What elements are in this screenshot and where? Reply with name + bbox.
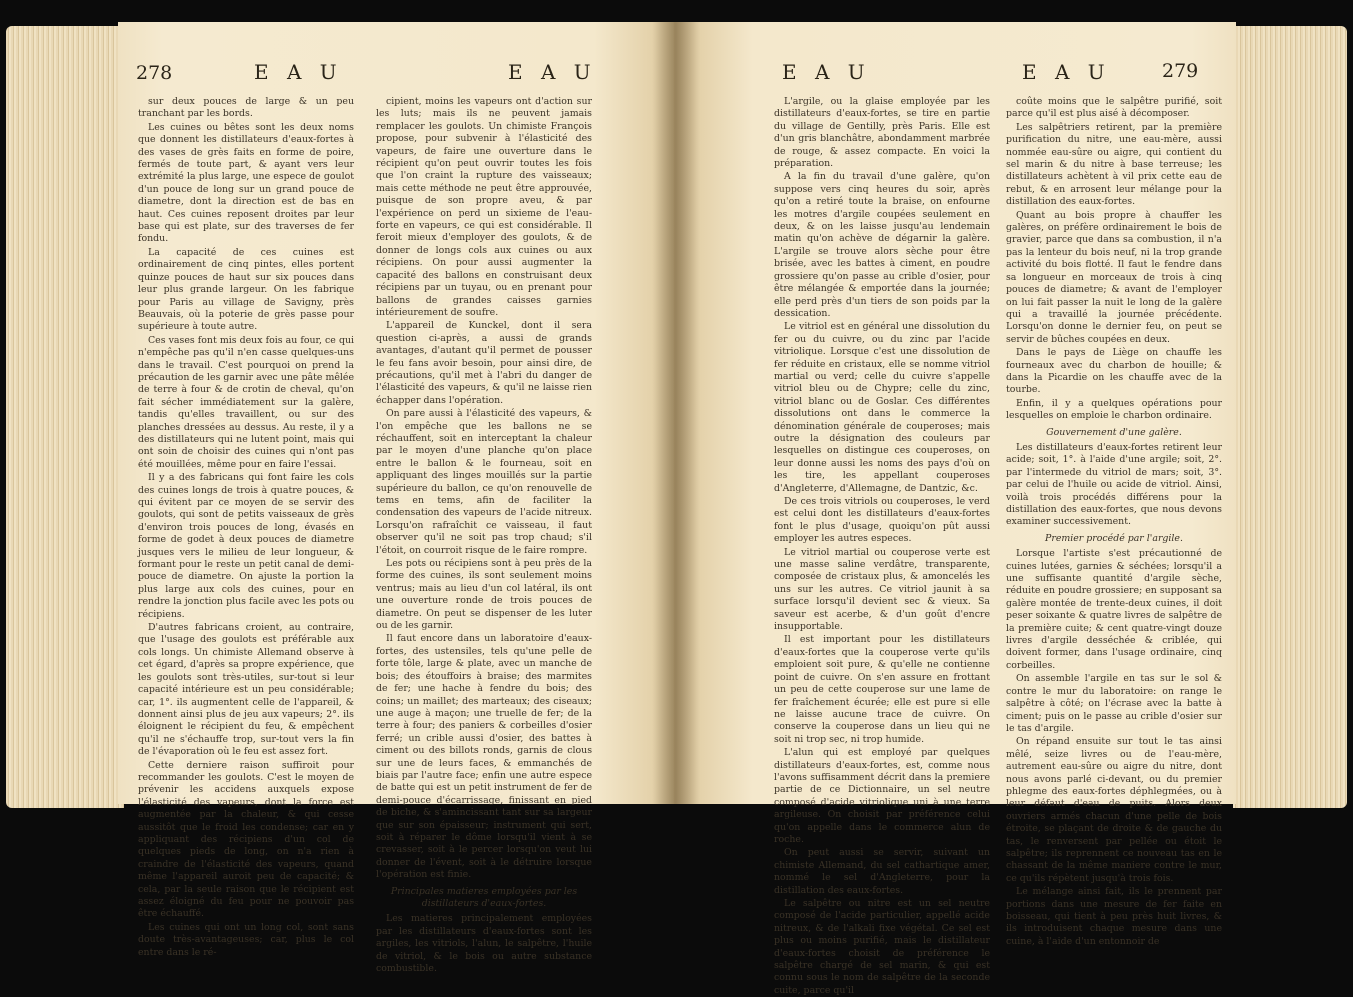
section-subheading: Gouvernement d'une galère. [1046, 426, 1182, 438]
paragraph: Il faut encore dans un laboratoire d'eaux-fortes, des ustensiles, tels qu'une pelle de forte tôle, large & plate, avec un manche de bois; des étouffoirs à braise; des marmites de fer; une hache à fendre du bois; des coins; un maillet; des marteaux; des ciseaux; une auge à maçon; une truelle de fer; de la terre à four; des paniers & corbeilles d'osier ferré; un crible aussi d'osier, des battes à ciment ou des billots ronds, garnis de clous sur une de leurs faces, & emmanchés de biais par l'autre face; enfin une autre espece de batte qui est un petit instrument de fer de demi-pouce d'écarrissage, finissant en pied de biche, & s'amincissant tant sur sa largeur que sur son épaisseur; instrument qui sert, soit à réparer le dôme lorsqu'il vient à se crevasser, soit à le percer lorsqu'on veut lui donner de l'évent, soit à le détruire lorsque l'opération est finie. [376, 633, 592, 881]
paragraph: Dans le pays de Liège on chauffe les fourneaux avec du charbon de houille; & dans la Picardie on les chauffe avec de la tourbe. [1006, 347, 1222, 396]
paragraph: coûte moins que le salpêtre purifié, soit parce qu'il est plus aisé à décomposer. [1006, 96, 1222, 120]
paragraph: L'argile, ou la glaise employée par les distillateurs d'eaux-fortes, se tire en partie du village de Gentilly, près Paris. Elle est d'un gris blanchâtre, abondamment marbrée de rouge, & assez compacte. En voici la préparation. [774, 96, 990, 170]
right-page-edges [1233, 26, 1347, 808]
paragraph: Il est important pour les distillateurs d'eaux-fortes que la couperose verte qu'ils emploient soit pure, & qu'elle ne contienne point de cuivre. On s'en assure en frottant un peu de cette couperose sur une lame de fer fraîchement écurée; elle est pure si elle ne laisse aucune trace de cuivre. On conserve la couperose dans un lieu qui ne soit ni trop sec, ni trop humide. [774, 634, 990, 745]
paragraph: D'autres fabricans croient, au contraire, que l'usage des goulots est préférable aux cols longs. Un chimiste Allemand observe à cet égard, d'après sa propre expérience, que les goulots sont très-utiles, sur-tout si leur capacité intérieure est un peu considérable; car, 1°. ils augmentent celle de l'appareil, & donnent ainsi plus de jeu aux vapeurs; 2°. ils éloignent le récipient du feu, & empêchent qu'il ne s'échauffe trop, sur-tout vers la fin de l'évaporation où le feu est assez fort. [138, 622, 354, 758]
left-page-header [136, 60, 656, 84]
right-page-column-1 [774, 96, 990, 996]
paragraph: Les pots ou récipiens sont à peu près de la forme des cuines, ils sont seulement moins ventrus; mais au lieu d'un col latéral, ils ont une ouverture ronde de trois pouces de diametre. On peut se dispenser de les luter ou de les garnir. [376, 558, 592, 632]
left-page-column-1 [138, 96, 354, 958]
paragraph: On assemble l'argile en tas sur le sol & contre le mur du laboratoire: on range le salpêtre à côté; on l'écrase avec la batte à ciment; puis on le passe au crible d'osier sur le tas d'argile. [1006, 673, 1222, 734]
running-head-left-1: E A U [254, 60, 343, 84]
paragraph: De ces trois vitriols ou couperoses, le verd est celui dont les distillateurs d'eaux-fortes font le plus d'usage, quoiqu'on pût aussi employer les autres especes. [774, 496, 990, 545]
paragraph: Il y a des fabricans qui font faire les cols des cuines longs de trois à quatre pouces, & qui évitent par ce moyen de se servir des goulots, qui sont de petits vaisseaux de grès d'environ trois pouces de long, évasés en forme de godet à deux pouces de diametre jusques vers le milieu de leur longueur, & formant pour le reste un petit canal de demi-pouce de diametre. On ajuste la portion la plus large aux cols des cuines, pour en rendre la jonction plus facile avec les pots ou récipiens. [138, 472, 354, 620]
paragraph: Le salpêtre ou nitre est un sel neutre composé de l'acide particulier, appellé acide nitreux, & de l'alkali fixe végétal. Ce sel est plus ou moins purifié, mais le distillateur d'eaux-fortes choisit de préférence le salpêtre chargé de sel marin, & qui est connu sous le nom de salpêtre de la seconde cuite, parce qu'il [774, 898, 990, 996]
book-gutter [652, 22, 700, 804]
paragraph: Les salpêtriers retirent, par la première purification du nitre, une eau-mère, aussi nommée eau-sûre ou aigre, qui contient du sel marin & du nitre à base terreuse; les distillateurs achètent à vil prix cette eau de rebut, & en arrosent leur mélange pour la distillation des eaux-fortes. [1006, 121, 1222, 208]
paragraph: La capacité de ces cuines est ordinairement de cinq pintes, elles portent quinze pouces de haut sur six pouces dans leur plus grande largeur. On les fabrique pour Paris au village de Savigny, près Beauvais, où la poterie de grès passe pour supérieure à toute autre. [138, 246, 354, 333]
running-head-left-2: E A U [508, 60, 597, 84]
right-page-column-2 [1006, 96, 1222, 947]
section-subheading: Principales matieres employées par les distillateurs d'eaux-fortes. [390, 885, 578, 909]
left-page [118, 22, 678, 975]
paragraph: On pare aussi à l'élasticité des vapeurs, & l'on empêche que les ballons ne se réchauffent, soit en interceptant la chaleur par le moyen d'une planche qu'on place entre le ballon & le fourneau, soit en appliquant des linges mouillés sur la partie supérieure du ballon, ce qu'on renouvelle de tems en tems, afin de faciliter la condensation des vapeurs de l'acide nitreux. Lorsqu'on rafraîchit ce vaisseau, il faut observer qu'il ne soit pas trop chaud; s'il l'étoit, on courroit risque de le faire rompre. [376, 408, 592, 556]
paragraph: Lorsque l'artiste s'est précautionné de cuines lutées, garnies & séchées; lorsqu'il a une suffisante quantité d'argile sèche, réduite en poudre grossiere; en supposant sa galère montée de trente-deux cuines, il doit peser soixante & quatre livres de salpêtre de la première cuite; & cent quatre-vingt douze livres d'argile desséchée & criblée, qui doivent former, dans l'usage ordinaire, cinq corbeilles. [1006, 548, 1222, 671]
right-page [674, 22, 1236, 996]
page-number-left: 278 [136, 62, 173, 84]
page-number-right: 279 [1162, 60, 1199, 82]
paragraph: On répand ensuite sur tout le tas ainsi mêlé, seize livres ou de l'eau-mère, autrement eau-sûre ou aigre du nitre, dont nous avons parlé ci-devant, ou du premier phlegme des eaux-fortes déphlegmées, ou à leur défaut d'eau de puits. Alors deux ouvriers armés chacun d'une pelle de bois étroite, se plaçant de droite & de gauche du tas, le renversent par pellée ou étoit le salpêtre; ils reprennent ce nouveau tas en le chassant de la même maniere contre le mur, ce qu'ils répètent jusqu'à trois fois. [1006, 736, 1222, 884]
paragraph: L'alun qui est employé par quelques distillateurs d'eaux-fortes, est, comme nous l'avons suffisamment décrit dans la premiere partie de ce Dictionnaire, un sel neutre composé d'acide vitriolique uni à une terre argileuse. On choisit par préférence celui qu'on appelle dans le commerce alun de roche. [774, 747, 990, 845]
paragraph: Les cuines qui ont un long col, sont sans doute très-avantageuses; car, plus le col entre dans le ré- [138, 921, 354, 958]
running-head-right-2: E A U [1022, 60, 1111, 84]
paragraph: Enfin, il y a quelques opérations pour lesquelles on emploie le charbon ordinaire. [1006, 397, 1222, 422]
left-page-column-2 [376, 96, 592, 975]
left-page-edges [6, 26, 124, 808]
paragraph: Le mélange ainsi fait, ils le prennent par portions dans une mesure de fer faite en boisseau, qui tient à peu près huit livres, & ils introduisent chaque mesure dans une cuine, à l'aide d'un entonnoir de [1006, 886, 1222, 947]
paragraph: Les matieres principalement employées par les distillateurs d'eaux-fortes sont les argiles, les vitriols, l'alun, le salpêtre, l'huile de vitriol, & le bois ou autre substance combustible. [376, 913, 592, 975]
paragraph: On peut aussi se servir, suivant un chimiste Allemand, du sel cathartique amer, nommé le sel d'Angleterre, pour la distillation des eaux-fortes. [774, 847, 990, 896]
paragraph: Les cuines ou bêtes sont les deux noms que donnent les distillateurs d'eaux-fortes à des vases de grès faits en forme de poire, fermés de toute part, & ayant vers leur extrémité la plus large, une espece de goulot d'un pouce de long sur un grand pouce de diametre, dont la direction est de bas en haut. Ces cuines reposent droites par leur base qui est plate, sur des traverses de fer fondu. [138, 121, 354, 245]
paragraph: A la fin du travail d'une galère, qu'on suppose vers cinq heures du soir, après qu'on a retiré toute la braise, on enfourne les motres d'argile coupées seulement en deux, & on les laisse jusqu'au lendemain matin qu'on achève de dégarnir la galère. L'argile se trouve alors sèche pour être brisée, avec les battes à ciment, en poudre grossiere qu'on passe au crible d'osier, pour être mélangée & emportée dans la journée; elle perd près d'un tiers de son poids par la dessication. [774, 171, 990, 319]
paragraph: L'appareil de Kunckel, dont il sera question ci-après, a aussi de grands avantages, d'autant qu'il permet de pousser le feu fans avoir besoin, pour ainsi dire, de précautions, qu'il met à l'abri du danger de l'élasticité des vapeurs, & qu'il ne laisse rien échapper dans l'opération. [376, 320, 592, 406]
running-head-right-1: E A U [782, 60, 871, 84]
paragraph: Le vitriol martial ou couperose verte est une masse saline verdâtre, transparente, composée de cristaux plus, & amoncelés les uns sur les autres. Ce vitriol jaunit à sa surface lorsqu'il devient sec & vieux. Sa saveur est acerbe, & d'un goût d'encre insupportable. [774, 546, 990, 633]
paragraph: Cette derniere raison suffiroit pour recommander les goulots. C'est le moyen de prévenir les accidens auxquels expose l'élasticité des vapeurs, dont la force est augmentée par la chaleur, & qui cesse aussitôt que le froid les condense; car en y appliquant des récipiens d'un col de quelques pieds de long, on n'a rien à craindre de l'élasticité des vapeurs, quand même l'appareil auroit peu de capacité; & cela, par la seule raison que le récipient est assez éloigné du feu pour ne pouvoir pas être échauffé. [138, 759, 354, 920]
paragraph: Ces vases font mis deux fois au four, ce qui n'empêche pas qu'il n'en casse quelques-uns dans le travail. C'est pourquoi on prend la précaution de les garnir avec une pâte mêlée de terre à four & de crotin de cheval, qu'on fait sécher immédiatement sur la galère, tandis qu'elles travaillent, ou sur des planches dressées au dessus. Au reste, il y a des distillateurs qui ne lutent point, mais qui ont soin de choisir des cuines qui n'ont pas été mouillées, même pour en faire l'essai. [138, 334, 354, 470]
paragraph: sur deux pouces de large & un peu tranchant par les bords. [138, 96, 354, 120]
paragraph: cipient, moins les vapeurs ont d'action sur les luts; mais ils ne peuvent jamais remplacer les goulots. Un chimiste François propose, pour subvenir à l'élasticité des vapeurs, de faire une ouverture dans le récipient qu'on peut ouvrir toutes les fois que l'on craint la rupture des vaisseaux; mais cette méthode ne peut être approuvée, puisque de son propre aveu, & par l'expérience on perd un sixieme de l'eau-forte en vapeurs, ce qui est considérable. Il feroit mieux d'employer des goulots, & de donner de longs cols aux cuines ou aux récipiens. On pour aussi augmenter la capacité des ballons en construisant deux récipiens par un tuyau, ou en prenant pour ballons de grandes caisses garnies intérieurement de soufre. [376, 96, 592, 318]
paragraph: Quant au bois propre à chauffer les galères, on préfère ordinairement le bois de gravier, parce que dans sa combustion, il n'a pas la lenteur du bois neuf, ni la trop grande activité du bois flotté. Il faut le fendre dans sa longueur en morceaux de trois à cinq pouces de diametre; & avant de l'employer on lui fait passer la nuit le long de la galère qui a travaillé la journée précédente. Lorsqu'on donne le dernier feu, on peut se servir de bûches coupées en deux. [1006, 209, 1222, 345]
right-page-header [770, 60, 1210, 84]
paragraph: Le vitriol est en général une dissolution du fer ou du cuivre, ou du zinc par l'acide vitriolique. Lorsque c'est une dissolution de fer réduite en cristaux, elle se nomme vitriol martial ou verd; celle du cuivre s'appelle vitriol bleu ou de Chypre; celle du zinc, vitriol blanc ou de Goslar. Ces différentes dissolutions ont dans le commerce la dénomination générale de couperoses; mais outre la désignation des couleurs par lesquelles on distingue ces couperoses, on leur donne aussi les noms des pays d'où on les tire, les appellant couperoses d'Angleterre, d'Allemagne, de Dantzic, &c. [774, 321, 990, 494]
paragraph: Les distillateurs d'eaux-fortes retirent leur acide; soit, 1°. à l'aide d'une argile; soit, 2°. par l'intermede du vitriol de mars; soit, 3°. par celui de l'huile ou acide de vitriol. Ainsi, voilà trois procédés différens pour la distillation des eaux-fortes, que nous devons examiner successivement. [1006, 441, 1222, 528]
section-subheading: Premier procédé par l'argile. [1045, 532, 1183, 544]
